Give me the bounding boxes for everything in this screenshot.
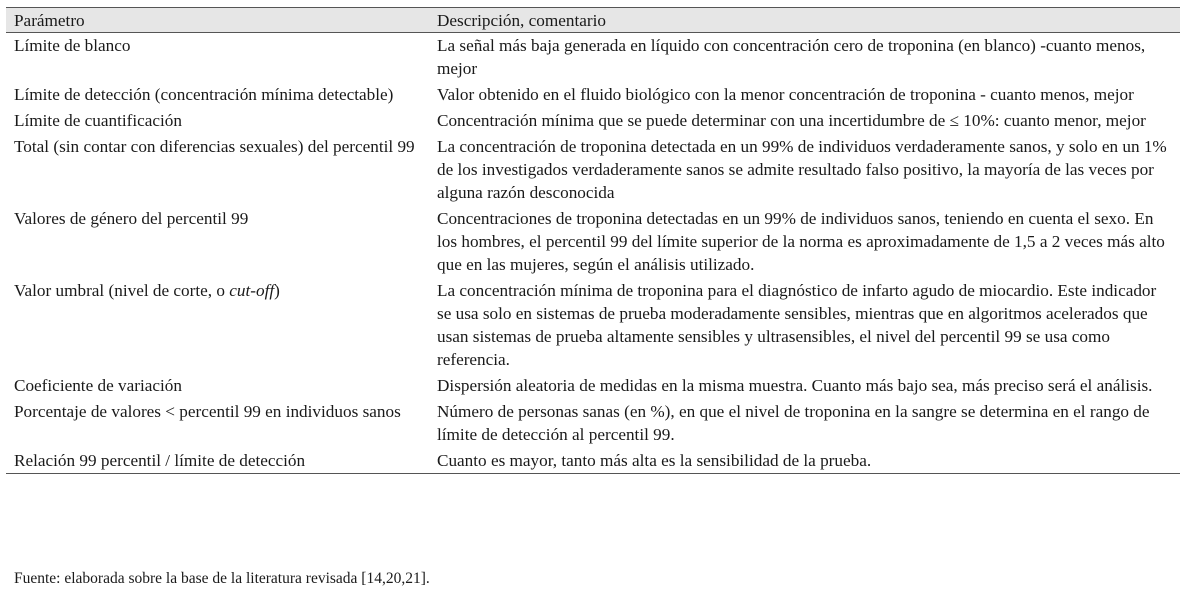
row-description: La concentración de troponina detectada en un 99% de individuos verdaderamente sanos, y solo en un 1% de los investigados verdaderamente sanos se admite resultado falso positivo, la mayoría de las veces por alguna razón desconocida — [437, 137, 1167, 202]
row-description: Concentración mínima que se puede determinar con una incertidumbre de ≤ 10%: cuanto menor, mejor — [437, 111, 1146, 130]
row-description: Valor obtenido en el fluido biológico con la menor concentración de troponina - cuanto menos, mejor — [437, 85, 1134, 104]
header-parameter: Parámetro — [6, 8, 429, 33]
header-row — [6, 8, 1180, 33]
row-parameter: Límite de detección (concentración mínima detectable) — [14, 85, 394, 104]
parameters-table — [6, 7, 1180, 474]
row-description: Concentraciones de troponina detectadas en un 99% de individuos sanos, teniendo en cuenta el sexo. En los hombres, el percentil 99 del límite superior de la norma es aproximadamente de 1,5 a 2 veces más alto que en las mujeres, según el análisis utilizado. — [437, 209, 1165, 274]
table-row — [6, 448, 1180, 474]
row-parameter: Porcentaje de valores < percentil 99 en individuos sanos — [14, 402, 401, 421]
table-row — [6, 206, 1180, 278]
table-row — [6, 108, 1180, 134]
header-description: Descripción, comentario — [429, 8, 1180, 33]
row-parameter-text: Valor umbral (nivel de corte, o — [14, 281, 230, 300]
row-parameter: Límite de cuantificación — [14, 111, 182, 130]
parameters-table-container — [6, 7, 1180, 474]
table-row — [6, 278, 1180, 373]
table-row — [6, 373, 1180, 399]
table-body — [6, 33, 1180, 474]
row-parameter — [6, 278, 429, 373]
row-description: La señal más baja generada en líquido con concentración cero de troponina (en blanco) -cuanto menos, mejor — [437, 36, 1146, 78]
row-parameter: Coeficiente de variación — [14, 376, 182, 395]
row-parameter-italic: cut-off — [229, 281, 275, 300]
table-row — [6, 33, 1180, 83]
row-description: Cuanto es mayor, tanto más alta es la sensibilidad de la prueba. — [429, 448, 1180, 474]
table-header — [6, 8, 1180, 33]
row-parameter: Total (sin contar con diferencias sexuales) del percentil 99 — [14, 137, 415, 156]
table-row — [6, 82, 1180, 108]
source-note: Fuente: elaborada sobre la base de la literatura revisada [14,20,21]. — [14, 570, 430, 587]
row-parameter: Valores de género del percentil 99 — [14, 209, 249, 228]
row-parameter: Relación 99 percentil / límite de detección — [6, 448, 429, 474]
row-description: Número de personas sanas (en %), en que el nivel de troponina en la sangre se determina en el rango de límite de detección al percentil 99. — [437, 402, 1150, 444]
row-description: La concentración mínima de troponina para el diagnóstico de infarto agudo de miocardio. Este indicador se usa solo en sistemas de prueba moderadamente sensibles, mientras que en algoritmos acelerados que usan sistemas de prueba altamente sensibles y ultrasensibles, el nivel del percentil 99 se usa como referencia. — [437, 281, 1157, 369]
table-row — [6, 134, 1180, 206]
table-row — [6, 399, 1180, 448]
row-parameter: Límite de blanco — [14, 36, 131, 55]
row-parameter-suffix: ) — [274, 281, 280, 300]
row-description: Dispersión aleatoria de medidas en la misma muestra. Cuanto más bajo sea, más preciso será el análisis. — [437, 376, 1153, 395]
